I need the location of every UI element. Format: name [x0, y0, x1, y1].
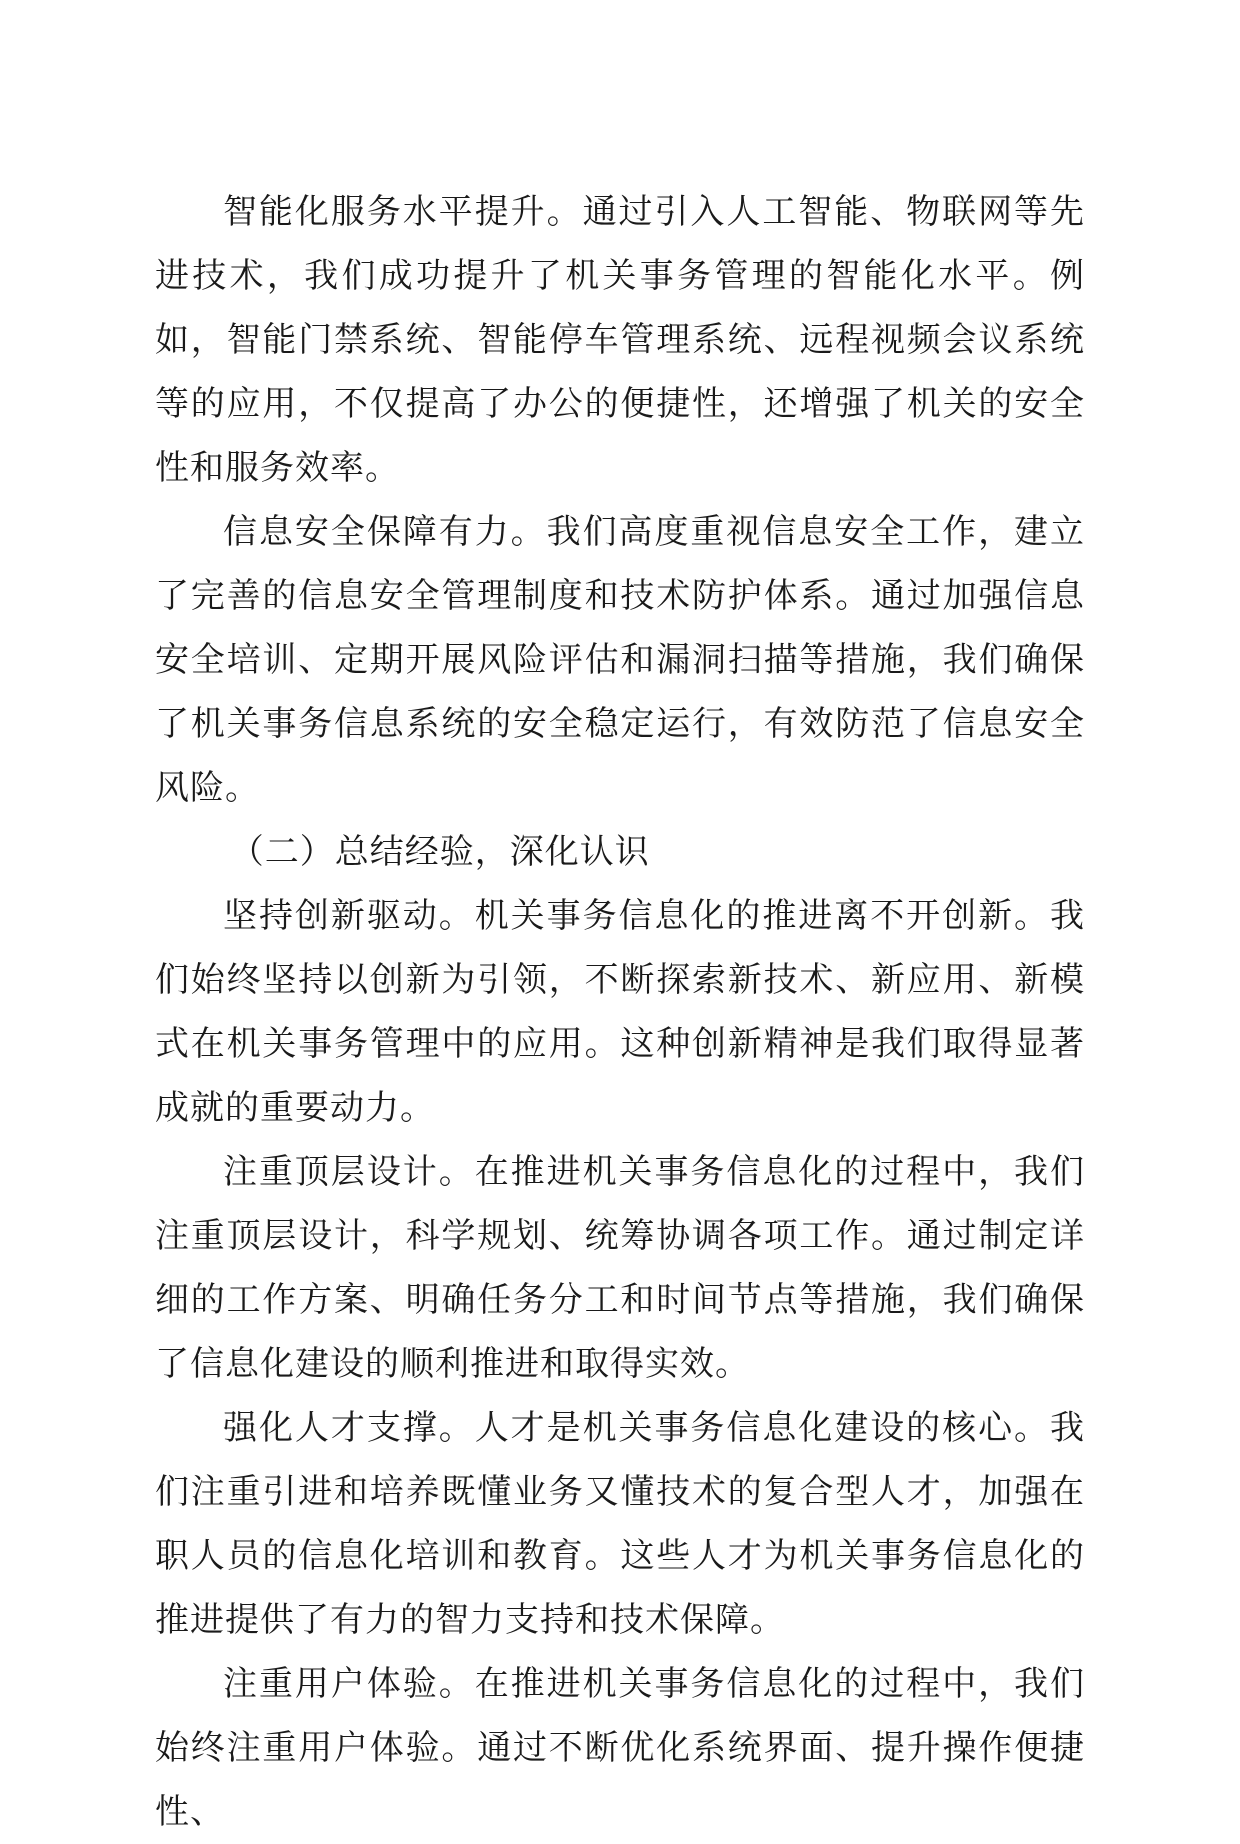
paragraph-information-security: 信息安全保障有力。我们高度重视信息安全工作，建立了完善的信息安全管理制度和技术防护体系。通过加强信息安全培训、定期开展风险评估和漏洞扫描等措施，我们确保了机关事务信息系统的安全稳定运行，有效防范了信息安全风险。 — [155, 512, 1085, 808]
paragraph-innovation: 坚持创新驱动。机关事务信息化的推进离不开创新。我们始终坚持以创新为引领，不断探索新技术、新应用、新模式在机关事务管理中的应用。这种创新精神是我们取得显著成就的重要动力。 — [155, 896, 1085, 1128]
paragraph-top-level-design: 注重顶层设计。在推进机关事务信息化的过程中，我们注重顶层设计，科学规划、统筹协调各项工作。通过制定详细的工作方案、明确任务分工和时间节点等措施，我们确保了信息化建设的顺利推进和取得实效。 — [155, 1152, 1085, 1384]
paragraph-talent-support: 强化人才支撑。人才是机关事务信息化建设的核心。我们注重引进和培养既懂业务又懂技术的复合型人才，加强在职人员的信息化培训和教育。这些人才为机关事务信息化的推进提供了有力的智力支持和技术保障。 — [155, 1408, 1085, 1640]
paragraph-intelligent-service: 智能化服务水平提升。通过引入人工智能、物联网等先进技术，我们成功提升了机关事务管理的智能化水平。例如，智能门禁系统、智能停车管理系统、远程视频会议系统等的应用，不仅提高了办公的便捷性，还增强了机关的安全性和服务效率。 — [155, 192, 1085, 488]
section-heading: （二）总结经验，深化认识 — [229, 832, 650, 872]
document-body — [155, 180, 1085, 1844]
paragraph-user-experience: 注重用户体验。在推进机关事务信息化的过程中，我们始终注重用户体验。通过不断优化系统界面、提升操作便捷性、 — [155, 1664, 1085, 1832]
